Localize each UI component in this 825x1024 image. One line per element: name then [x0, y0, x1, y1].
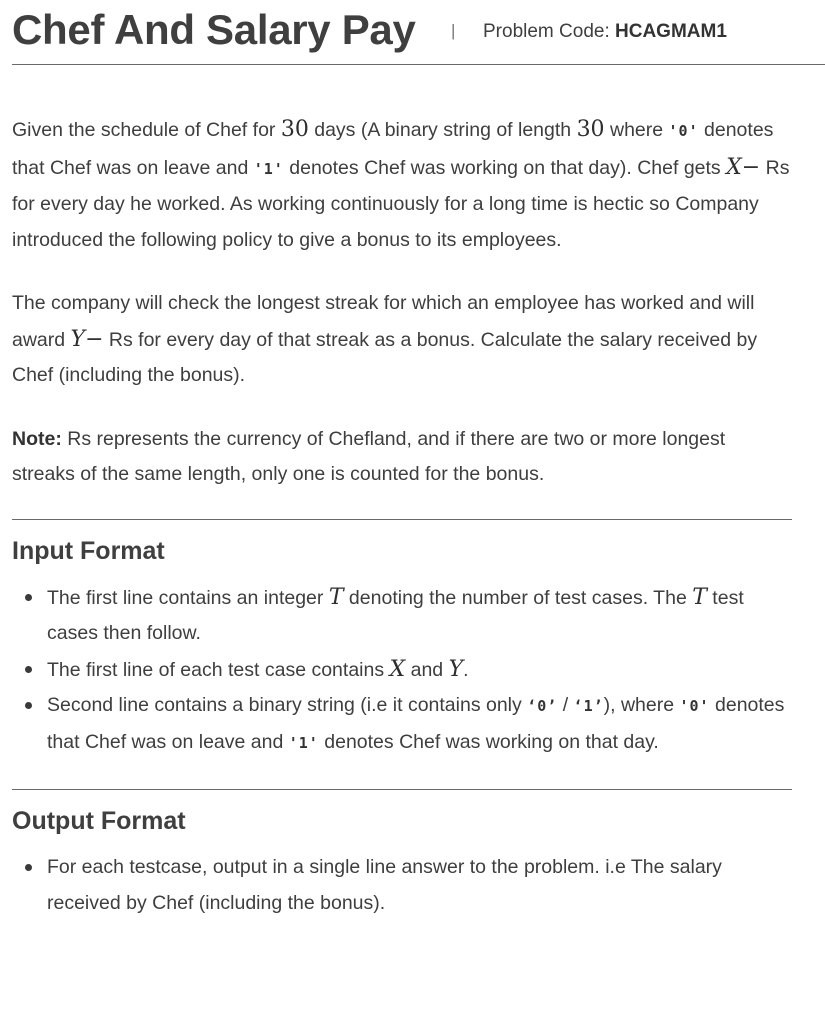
section-divider: [12, 789, 792, 790]
list-item: The first line of each test case contains X and Y.: [12, 652, 792, 689]
output-format-list: [12, 850, 792, 921]
note-label: Note:: [12, 427, 62, 450]
output-format-heading: Output Format: [12, 807, 186, 835]
math-string-length: 30: [576, 117, 605, 142]
math-x: X: [726, 154, 742, 180]
problem-header: [12, 4, 825, 65]
note-paragraph: Note: Rs represents the currency of Chefland, and if there are two or more longest streaks of the same length, only one is counted for the bonus.: [12, 427, 726, 485]
math-days-count: 30: [280, 117, 309, 142]
code-one: '1': [253, 159, 284, 178]
list-item: Second line contains a binary string (i.e it contains only ‘0’ / ‘1’), where '0' denotes that Chef was on leave and '1' denotes Chef was working on that day.: [12, 688, 792, 761]
input-format-list: [12, 580, 792, 762]
list-item: For each testcase, output in a single line answer to the problem. i.e The salary received by Chef (including the bonus).: [12, 850, 792, 921]
math-y: Y: [70, 326, 86, 352]
problem-code-value: HCAGMAM1: [615, 21, 727, 42]
statement-paragraph-2: The company will check the longest streak for which an employee has worked and will award Y− Rs for every day of that streak as a bonus. Calculate the salary received by Chef (including the bonus).: [12, 292, 758, 386]
list-item: The first line contains an integer T denoting the number of test cases. The T test cases then follow.: [12, 580, 792, 652]
title-separator: |: [451, 21, 456, 40]
section-divider: [12, 519, 792, 520]
problem-code: [483, 21, 727, 43]
page-title: Chef And Salary Pay: [12, 6, 416, 53]
problem-content: [12, 112, 792, 921]
problem-code-label: Problem Code:: [483, 21, 610, 42]
input-format-heading: Input Format: [12, 536, 165, 565]
statement-paragraph-1: Given the schedule of Chef for 30 days (A binary string of length 30 where '0' denotes that Chef was on leave and '1' denotes Chef was working on that day). Chef gets X− Rs for every day he worked. As working continuously for a long time is hectic so Company introduced the following policy to give a bonus to its employees.: [12, 117, 790, 251]
code-zero: '0': [668, 122, 699, 140]
